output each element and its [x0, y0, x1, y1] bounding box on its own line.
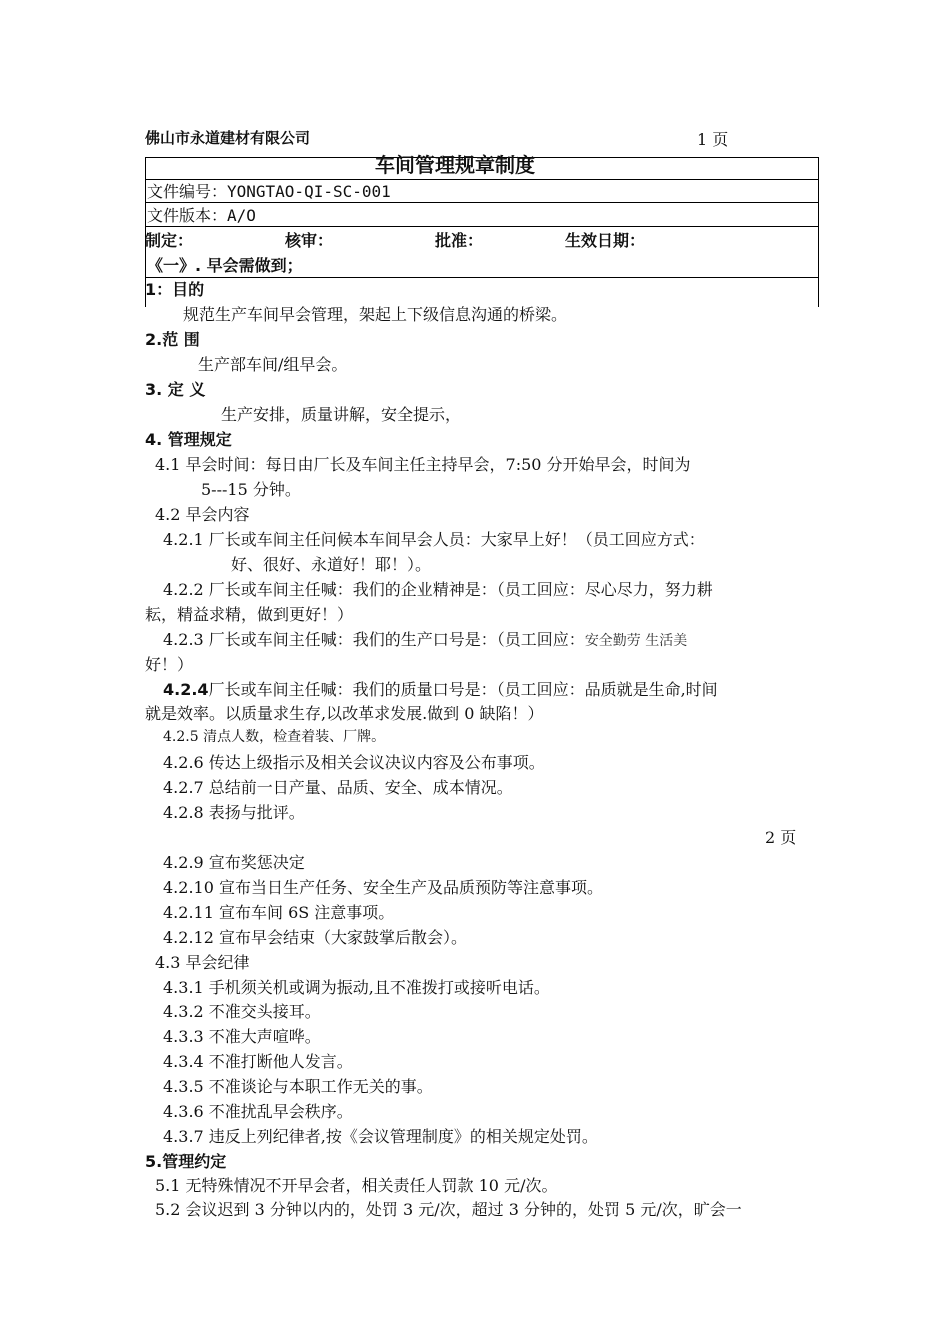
sign-approve-label: 批准：	[435, 231, 484, 250]
section-meeting-heading: 《一》. 早会需做到；	[147, 256, 303, 275]
item-4-2-12: 4.2.12 宣布早会结束（大家鼓掌后散会）。	[163, 928, 467, 947]
purpose-text: 规范生产车间早会管理，架起上下级信息沟通的桥梁。	[183, 305, 568, 324]
item-4-2-4-number: 4.2.4	[163, 680, 209, 699]
item-4-3-7: 4.3.7 违反上列纪律者,按《会议管理制度》的相关规定处罚。	[163, 1127, 598, 1146]
definition-heading: 3. 定 义	[145, 380, 206, 399]
item-4-2-7: 4.2.7 总结前一日产量、品质、安全、成本情况。	[163, 778, 513, 797]
sign-effective-label: 生效日期：	[565, 231, 646, 250]
management-heading: 4. 管理规定	[145, 430, 232, 449]
doc-version: 文件版本：A/O	[147, 206, 256, 225]
item-4-3-1: 4.3.1 手机须关机或调为振动,且不准拨打或接听电话。	[163, 978, 550, 997]
sign-review-label: 核审：	[285, 231, 334, 250]
item-4-2-2-line1: 4.2.2 厂长或车间主任喊：我们的企业精神是：（员工回应：尽心尽力，努力耕	[163, 580, 713, 599]
section-5-heading: 5.管理约定	[145, 1152, 227, 1171]
item-4-3-3: 4.3.3 不准大声喧哗。	[163, 1027, 321, 1046]
company-name: 佛山市永道建材有限公司	[145, 129, 311, 147]
item-4-2-11: 4.2.11 宣布车间 6S 注意事项。	[163, 903, 395, 922]
item-4-1-line1: 4.1 早会时间：每日由厂长及车间主任主持早会，7:50 分开始早会，时间为	[155, 455, 691, 474]
item-4-3-6: 4.3.6 不准扰乱早会秩序。	[163, 1102, 353, 1121]
item-4-2: 4.2 早会内容	[155, 505, 250, 524]
doc-number: 文件编号：YONGTAO-QI-SC-001	[147, 182, 391, 201]
page-number-1: 1 页	[697, 130, 729, 149]
sign-make-label: 制定：	[145, 231, 194, 250]
item-4-2-2-line2: 耘，精益求精，做到更好！）	[145, 605, 354, 624]
item-5-2: 5.2 会议迟到 3 分钟以内的，处罚 3 元/次，超过 3 分钟的，处罚 5 元/次，旷会一	[155, 1200, 742, 1219]
item-4-2-4-text: 厂长或车间主任喊：我们的质量口号是：（员工回应：品质就是生命,时间	[208, 680, 718, 699]
item-4-2-9: 4.2.9 宣布奖惩决定	[163, 853, 305, 872]
page-number-2: 2 页	[765, 828, 797, 847]
item-4-2-5: 4.2.5 清点人数，检查着装、厂牌。	[163, 729, 386, 745]
item-4-3-2: 4.3.2 不准交头接耳。	[163, 1002, 321, 1021]
item-4-2-10: 4.2.10 宣布当日生产任务、安全生产及品质预防等注意事项。	[163, 878, 603, 897]
item-4-3-5: 4.3.5 不准谈论与本职工作无关的事。	[163, 1077, 433, 1096]
item-4-3: 4.3 早会纪律	[155, 953, 250, 972]
item-4-2-3-slogan: 安全勤劳 生活美	[584, 633, 688, 649]
item-4-2-3-line1	[163, 627, 687, 650]
item-4-2-4-line1	[163, 677, 718, 700]
item-4-2-3-line2: 好！）	[145, 655, 194, 674]
item-4-1-line2: 5---15 分钟。	[201, 480, 301, 499]
item-5-1: 5.1 无特殊情况不开早会者，相关责任人罚款 10 元/次。	[155, 1176, 558, 1195]
item-4-2-1-line2: 好、很好、永道好！耶！）。	[231, 555, 432, 574]
purpose-heading: 1：目的	[145, 280, 205, 299]
item-4-2-6: 4.2.6 传达上级指示及相关会议决议内容及公布事项。	[163, 753, 545, 772]
scope-heading: 2.范 围	[145, 330, 200, 349]
definition-text: 生产安排，质量讲解，安全提示，	[221, 405, 462, 424]
doc-title: 车间管理规章制度	[375, 153, 535, 177]
item-4-2-1-line1: 4.2.1 厂长或车间主任问候本车间早会人员：大家早上好！（员工回应方式：	[163, 530, 705, 549]
item-4-2-8: 4.2.8 表扬与批评。	[163, 803, 305, 822]
item-4-3-4: 4.3.4 不准打断他人发言。	[163, 1052, 353, 1071]
item-4-2-4-line2: 就是效率。以质量求生存,以改革求发展.做到 0 缺陷！）	[145, 704, 544, 723]
scope-text: 生产部车间/组早会。	[198, 355, 348, 374]
item-4-2-3-text: 4.2.3 厂长或车间主任喊：我们的生产口号是：（员工回应：	[163, 630, 585, 649]
